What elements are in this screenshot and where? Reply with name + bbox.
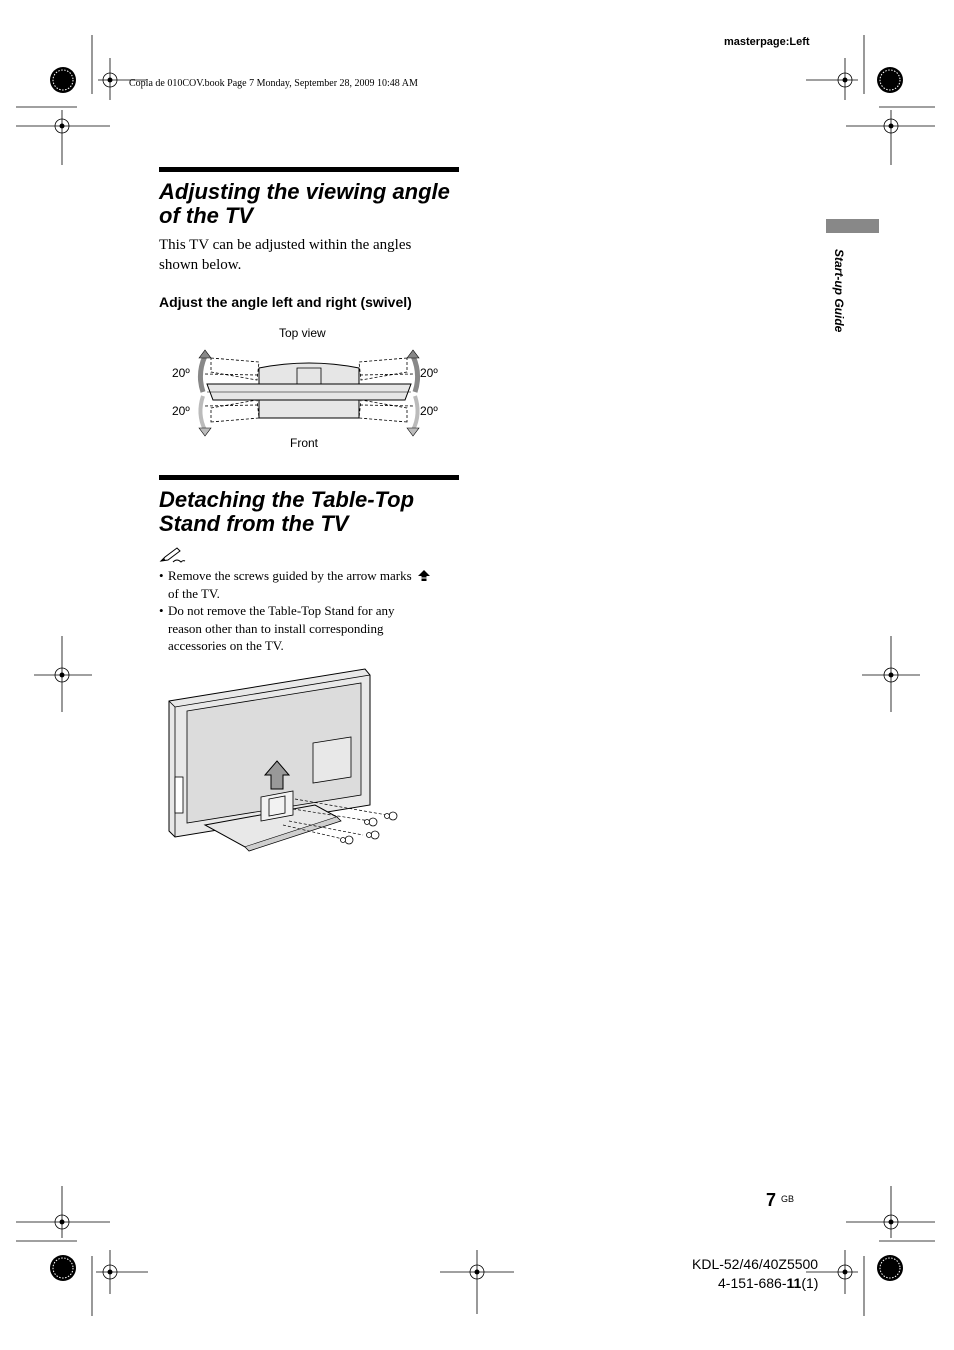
- section-tab-marker: [826, 219, 879, 233]
- diagram-front-label: Front: [290, 436, 319, 450]
- angle-label-top-left: 20º: [172, 366, 190, 380]
- section-side-label: Start-up Guide: [832, 249, 846, 333]
- arrow-up-mark-icon: [417, 569, 431, 582]
- masterpage-label: masterpage:Left: [724, 36, 810, 48]
- heading-line: of the TV: [159, 203, 254, 228]
- pencil-note-icon: [159, 546, 187, 564]
- section-heading-viewing-angle: [159, 180, 469, 228]
- intro-line: shown below.: [159, 257, 242, 273]
- intro-paragraph: [159, 235, 449, 275]
- section-rule-1: [159, 167, 459, 172]
- bullet-text: of the TV.: [168, 585, 220, 601]
- book-info-line: Copia de 010COV.book Page 7 Monday, September 28, 2009 10:48 AM: [129, 78, 418, 89]
- model-number: KDL-52/46/40Z5500: [692, 1256, 819, 1272]
- swivel-subheading: Adjust the angle left and right (swivel): [159, 294, 412, 310]
- angle-label-bottom-left: 20º: [172, 404, 190, 418]
- page-language-code: GB: [781, 1194, 795, 1204]
- bullet-text: Do not remove the Table-Top Stand for any: [168, 603, 395, 618]
- bullet-text: reason other than to install corresponding: [168, 620, 384, 636]
- section-heading-detaching-stand: [159, 488, 469, 536]
- part-number: [718, 1275, 818, 1291]
- list-item: [159, 602, 459, 655]
- part-prefix: 4-151-686-: [718, 1275, 787, 1291]
- part-suffix: (1): [801, 1275, 819, 1291]
- bullet-text: Remove the screws guided by the arrow marks: [168, 568, 412, 583]
- heading-line: Stand from the TV: [159, 511, 349, 536]
- list-item: [159, 567, 459, 602]
- bullet-text: accessories on the TV.: [168, 638, 284, 653]
- diagram-top-view-label: Top view: [279, 326, 326, 340]
- intro-line: This TV can be adjusted within the angles: [159, 237, 412, 253]
- note-bullet-list: [159, 567, 459, 655]
- section-rule-2: [159, 475, 459, 480]
- swivel-diagram: [159, 340, 459, 450]
- part-revision: 11: [786, 1275, 802, 1291]
- tv-back-stand-illustration: [165, 665, 415, 855]
- angle-label-top-right: 20º: [420, 366, 438, 380]
- page-number: 7: [766, 1190, 777, 1210]
- angle-label-bottom-right: 20º: [420, 404, 438, 418]
- heading-line: Detaching the Table-Top: [159, 487, 415, 512]
- heading-line: Adjusting the viewing angle: [159, 179, 450, 204]
